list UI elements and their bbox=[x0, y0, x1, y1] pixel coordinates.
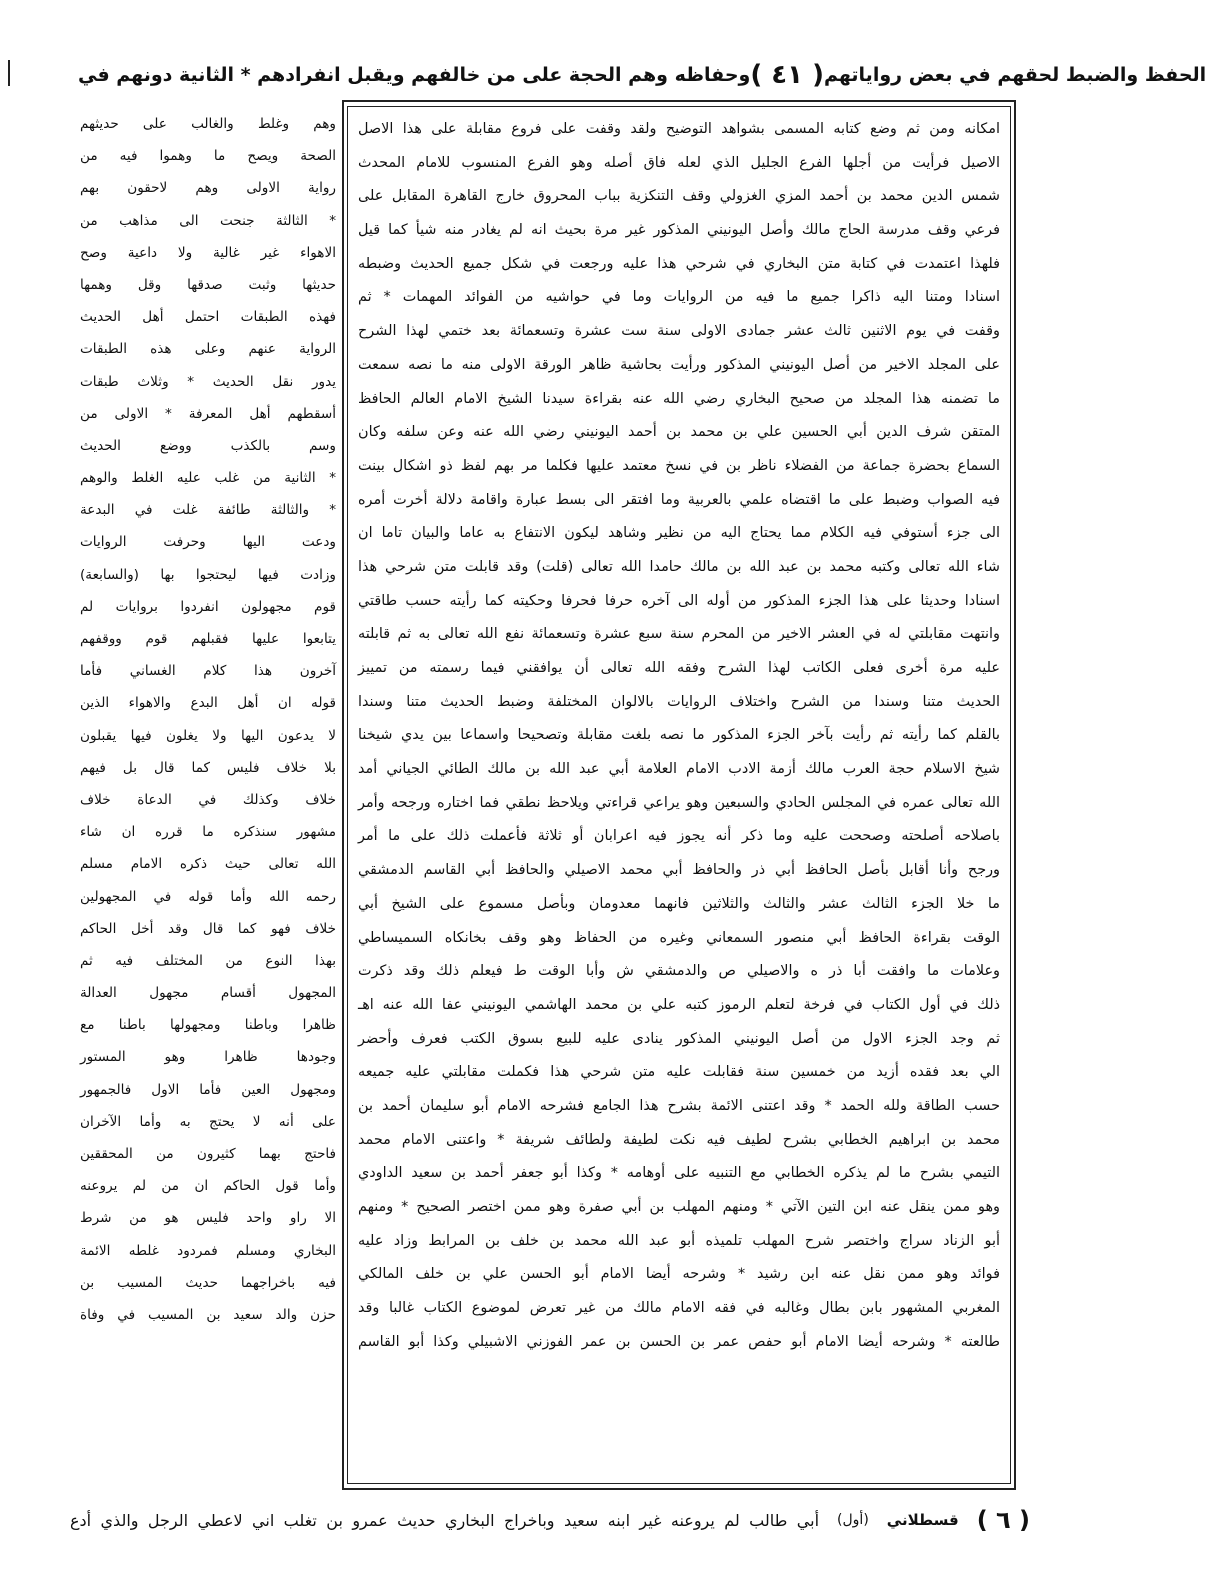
running-header bbox=[78, 52, 1206, 98]
margin-text-line: يدور نقل الحديث * وثلاث طبقات bbox=[80, 373, 336, 390]
margin-text-line: بهذا النوع من المختلف فيه ثم bbox=[80, 952, 336, 969]
main-text-line: شيخ الاسلام حجة العرب مالك أزمة الادب الامام العلامة أبي عبد الله بن مالك الطائي الجياني أمد bbox=[358, 761, 1000, 778]
margin-text-line: * الثانية من غلب عليه الغلط والوهم bbox=[80, 470, 336, 487]
main-text-line: المتقن شرف الدين أبي الحسين علي بن محمد بن أحمد اليونيني رضي الله عنه وعن سلفه وكان bbox=[358, 424, 1000, 441]
main-text-line: شاء الله تعالى وكتبه محمد بن عبد الله بن مالك حامدا الله تعالى (قلت) وقد قابلت متن شرحي هذا bbox=[358, 558, 1000, 575]
header-right-text: وحفاظه وهم الحجة على من خالفهم ويقبل انفرادهم * الثانية دونهم في bbox=[78, 64, 751, 86]
main-text-line: وهو ممن ينقل عنه ابن التين الآتي * ومنهم المهلب بن أبي صفرة وهو ممن اختصر الصحيح * ومنهم bbox=[358, 1199, 1000, 1215]
margin-text-line: فهذه الطبقات احتمل أهل الحديث bbox=[80, 309, 336, 326]
main-text-line: امكانه ومن ثم وضع كتابه المسمى بشواهد التوضيح ولقد وقفت على فروع مقابلة على هذا الاصل bbox=[358, 121, 1000, 137]
main-text-line: ورجح وأنا أقابل بأصل الحافظ أبي ذر والحافظ أبي محمد الاصيلي والحافظ أبي القاسم الدمشقي bbox=[358, 862, 1000, 879]
main-text-line: حسب الطاقة ولله الحمد * وقد اعتنى الائمة بشرح هذا الجامع فشرحه الامام أبو سليمان أحمد بن bbox=[358, 1097, 1000, 1114]
margin-text-line: على أنه لا يحتج به وأما الآخران bbox=[80, 1113, 336, 1130]
margin-text-line: وجودها ظاهرا وهو المستور bbox=[80, 1049, 336, 1066]
main-text-line: السماع بحضرة جماعة من الفضلاء ناظر بن في نسخ معتمد عليها فكلما مر بهم لفظ ذو اشكال بينت bbox=[358, 457, 1000, 474]
main-text-line: الي بعد فقده أزيد من خمسين سنة فقابلت عليه متن شرحي هذا فكملت مقابلتي عليه جميعه bbox=[358, 1064, 1000, 1081]
main-text-line: الاصيل فرأيت من أجلها الفرع الجليل الذي لعله فاق أصله وهو الفرع المنسوب للامام المحدث bbox=[358, 154, 1000, 171]
margin-text-line: الله تعالى حيث ذكره الامام مسلم bbox=[80, 856, 336, 873]
margin-text-line: وأما قول الحاكم ان من لم يروعنه bbox=[80, 1178, 336, 1195]
margin-text-line: رحمه الله وأما قوله في المجهولين bbox=[80, 888, 336, 905]
main-commentary-text bbox=[347, 106, 1011, 1484]
page-edge-mark bbox=[8, 60, 10, 86]
margin-text-line: خلاف وكذلك في الدعاة خلاف bbox=[80, 791, 336, 808]
margin-text-line: الرواية عنهم وعلى هذه الطبقات bbox=[80, 341, 336, 358]
main-text-line: وانتهت مقابلتي له في العشر الاخير من المحرم سنة سبع عشرة وتسعمائة نفع الله تعالى به ثم قابلته bbox=[358, 626, 1000, 643]
main-text-line: الحديث متنا وسندا من الشرح واختلاف الروايات بالالوان المختلفة وضبط الحديث متنا وسندا bbox=[358, 693, 1000, 710]
main-text-line: اسنادا وحديثا على هذا الجزء المذكور من أوله الى آخره حرفا فحرفا وحكيته كما رأيته حسب طاقتي bbox=[358, 592, 1000, 609]
margin-text-line: ودعت اليها وحرفت الروايات bbox=[80, 534, 336, 551]
margin-text-line: وزادت فيها ليحتجوا بها (والسابعة) bbox=[80, 566, 336, 583]
page-footer bbox=[70, 1500, 1030, 1540]
main-text-line: وعلامات ما وافقت أبا ذر ه والاصيلي ص والدمشقي ش وأبا الوقت ط فيعلم ذلك وقد ذكرت bbox=[358, 963, 1000, 980]
main-text-line: محمد بن ابراهيم الخطابي بشرح لطيف فيه نكت لطيفة ولطائف شريفة * واعتنى الامام محمد bbox=[358, 1131, 1000, 1148]
main-text-line: الى جزء أستوفي فيه الكلام مما يحتاج اليه من نظير وشاهد ليكون الانتفاع به عاما والبيان تاما ان bbox=[358, 525, 1000, 542]
main-text-line: التيمي بشرح ما لم يذكره الخطابي مع التنبيه على أوهامه * وكذا أبو جعفر أحمد بن سعيد الداودي bbox=[358, 1165, 1000, 1182]
margin-commentary-text bbox=[80, 108, 336, 1488]
margin-text-line: * والثالثة طائفة غلت في البدعة bbox=[80, 502, 336, 519]
main-text-line: على المجلد الاخير من أصل اليونيني المذكور ورأيت بحاشية ظاهر الورقة الاولى منه ما نصه سمعت bbox=[358, 356, 1000, 373]
margin-text-line: ومجهول العين فأما الاول فالجمهور bbox=[80, 1081, 336, 1098]
page-number: ( ٤١ ) bbox=[750, 60, 824, 90]
margin-text-line: قوم مجهولون انفردوا بروايات لم bbox=[80, 598, 336, 615]
main-text-line: أبو الزناد سراج واختصر شرح المهلب تلميذه أبو عبد الله محمد بن خلف بن المرابط وزاد عليه bbox=[358, 1232, 1000, 1249]
main-text-line: وقفت في يوم الاثنين ثالث عشر جمادى الاولى سنة ست عشرة وتسعمائة بعد ختمي لهذا الشرح bbox=[358, 323, 1000, 340]
main-text-line: شمس الدين محمد بن أحمد المزي الغزولي وقف التنكزية بباب المحروق خارج القاهرة المقابل على bbox=[358, 188, 1000, 205]
main-text-line: الله تعالى عمره في المجلس الحادي والسبعين وهو يراعي قراءتي ويلاحظ نطقي فما اختاره ورجحه وأمر bbox=[358, 794, 1000, 811]
main-text-line: ما خلا الجزء الثالث عشر والثالث والثلاثين فانهما معدومان وبأصل مسموع على الشيخ أبي bbox=[358, 895, 1000, 912]
signature-number: ( ٦ ) bbox=[976, 1506, 1030, 1534]
margin-text-line: خلاف فهو كما قال وقد أخل الحاكم bbox=[80, 920, 336, 937]
margin-text-line: المجهول أقسام مجهول العدالة bbox=[80, 985, 336, 1002]
margin-text-line: لا يدعون اليها ولا يغلون فيها يقبلون bbox=[80, 727, 336, 744]
margin-text-line: البخاري ومسلم فمردود غلطه الائمة bbox=[80, 1242, 336, 1259]
margin-text-line: قوله ان أهل البدع والاهواء الذين bbox=[80, 695, 336, 712]
margin-text-line: بلا خلاف فليس كما قال بل فيهم bbox=[80, 759, 336, 776]
main-text-line: فلهذا اعتمدت في كتابة متن البخاري في شرحي هذا عليه ورجعت في شكل جميع الحديث وضبطه bbox=[358, 255, 1000, 272]
main-text-line: فرعي وقف مدرسة الحاج مالك وأصل اليونيني المذكور غير مرة بحيث انه لم يغادر منه شيأ كما قيل bbox=[358, 222, 1000, 239]
main-text-line: عليه مرة أخرى فعلى الكاتب لهذا الشرح وفقه الله تعالى أن يوافقني فيما رسمته من تمييز bbox=[358, 660, 1000, 676]
margin-text-line: ظاهرا وباطنا ومجهولها باطنا مع bbox=[80, 1017, 336, 1034]
margin-text-line: فيه باخراجهما حديث المسيب بن bbox=[80, 1274, 336, 1291]
margin-text-line: وهم وغلط والغالب على حديثهم bbox=[80, 116, 336, 132]
main-text-line: فوائد وهو ممن نقل عنه ابن رشيد * وشرحه أيضا الامام أبو الحسن علي بن خلف المالكي bbox=[358, 1266, 1000, 1283]
margin-text-line: الاهواء غير غالية ولا داعية وصح bbox=[80, 244, 336, 261]
main-text-line: بالقلم كما رأيته ثم رأيت بآخر الجزء المذكور ما نصه بلغت مقابلة وتصحيحا واسماعا بين يدي شيخنا bbox=[358, 727, 1000, 744]
main-text-line: ذلك في أول الكتاب في فرخة لتعلم الرموز كتبه علي بن محمد الهاشمي اليونيني عفا الله عنه اهـ bbox=[358, 996, 1000, 1013]
margin-text-line: * الثالثة جنحت الى مذاهب من bbox=[80, 212, 336, 229]
volume-label: (أول) bbox=[837, 1512, 869, 1528]
main-text-line: اسنادا ومتنا اليه ذاكرا جميع ما فيه من الروايات وما في حواشيه من الفوائد المهمات * ثم bbox=[358, 289, 1000, 306]
main-text-line: ما تضمنه هذا المجلد من صحيح البخاري رضي الله عنه بقراءة سيدنا الشيخ الامام العالم الحافظ bbox=[358, 390, 1000, 407]
margin-text-line: يتابعوا عليها فقبلهم قوم ووقفهم bbox=[80, 631, 336, 647]
margin-text-line: الا راو واحد فليس هو من شرط bbox=[80, 1210, 336, 1227]
main-text-line: طالعته * وشرحه أيضا الامام أبو حفص عمر بن الحسن بن عمر الفوزني الاشبيلي وكذا أبو القاسم bbox=[358, 1333, 1000, 1350]
main-text-line: ثم وجد الجزء الاول من أصل اليونيني المذكور ينادى عليه للبيع بسوق الكتب فعرف وأحضر bbox=[358, 1030, 1000, 1047]
main-text-line: المغربي المشهور بابن بطال وغالبه في فقه الامام مالك من غير تعرض لموضوع الكتاب غالبا وقد bbox=[358, 1300, 1000, 1317]
header-left-text: الحفظ والضبط لحقهم في بعض رواياتهم bbox=[823, 64, 1206, 86]
margin-text-line: مشهور سنذكره ما قرره ان شاء bbox=[80, 824, 336, 841]
margin-text-line: حزن والد سعيد بن المسيب في وفاة bbox=[80, 1306, 336, 1323]
main-commentary-frame bbox=[342, 100, 1016, 1490]
main-text-line: فيه الصواب وضبط على ما اقتضاه علمي بالعربية وما افتقر الى بسط عبارة واقامة دلالة أخرت أمره bbox=[358, 491, 1000, 508]
footer-catchline: أبي طالب لم يروعنه غير ابنه سعيد وباخراج البخاري حديث عمرو بن تغلب اني لاعطي الرجل والذي أدع bbox=[70, 1510, 820, 1530]
margin-text-line: أسقطهم أهل المعرفة * الاولى من bbox=[80, 405, 336, 422]
margin-text-line: وسم بالكذب ووضع الحديث bbox=[80, 437, 336, 454]
main-text-line: الوقت بقراءة الحافظ أبي منصور السمعاني وغيره من الحفاظ وهو وقف بخانكاه السميساطي bbox=[358, 929, 1000, 946]
margin-text-line: رواية الاولى وهم لاحقون بهم bbox=[80, 180, 336, 197]
margin-text-line: آخرون هذا كلام الغساني فأما bbox=[80, 663, 336, 680]
margin-text-line: الصحة ويصح ما وهموا فيه من bbox=[80, 148, 336, 165]
margin-text-line: فاحتج بهما كثيرون من المحققين bbox=[80, 1146, 336, 1162]
main-text-line: باصلاحه أصلحته وصححت عليه وما ذكر أنه يجوز فيه اعرابان أو ثلاثة فأعملت ذلك على ما أمر bbox=[358, 828, 1000, 845]
signature-label: قسطلاني bbox=[886, 1511, 959, 1529]
margin-text-line: حديثها وثبت صدقها وقل وهمها bbox=[80, 276, 336, 293]
